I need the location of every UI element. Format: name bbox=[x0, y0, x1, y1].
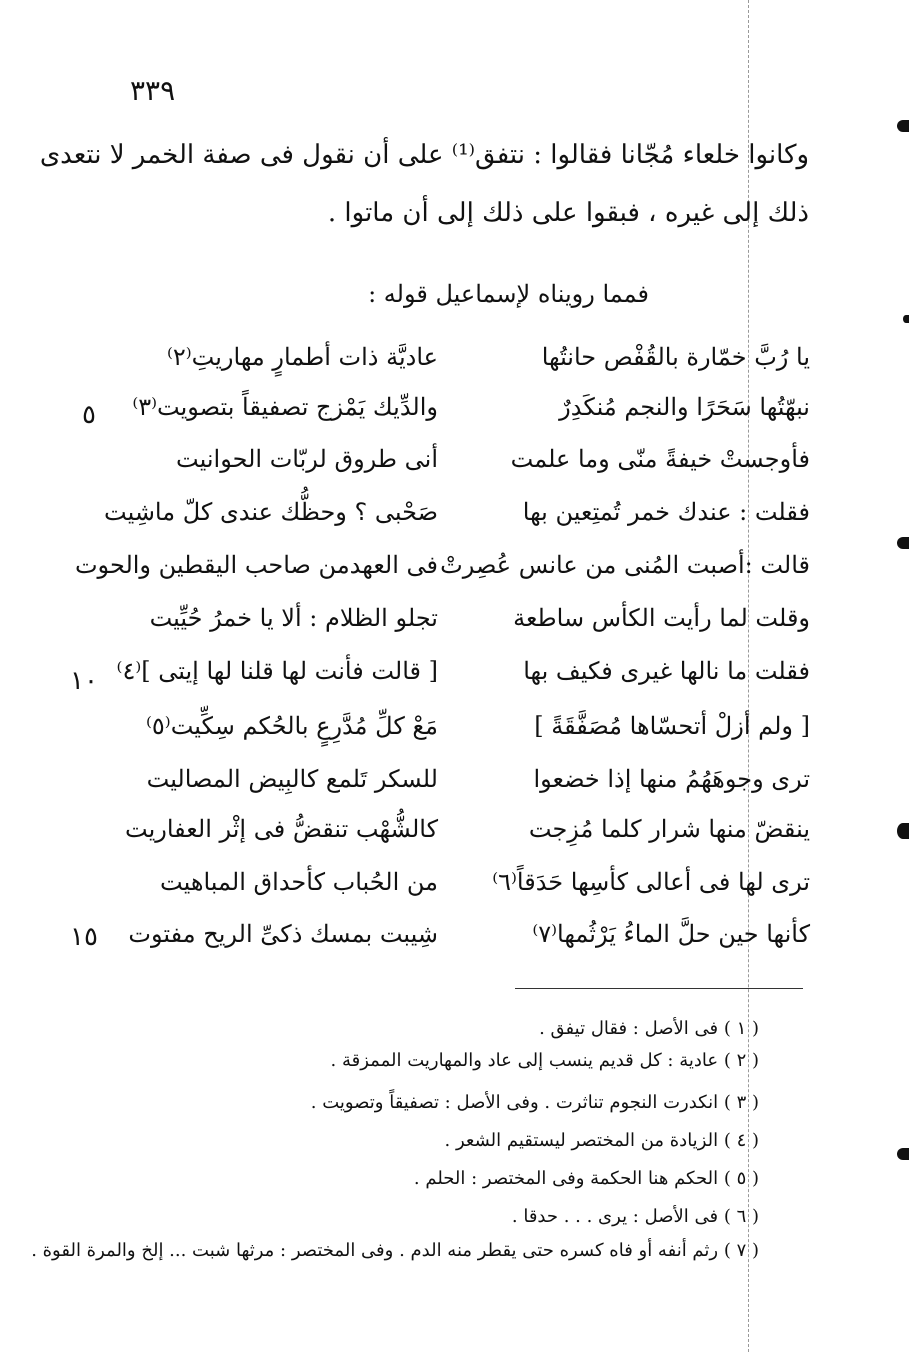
verse-first-hemistich: فقلت : عندك خمر تُمتِعين بها bbox=[522, 498, 810, 526]
verse-second-hemistich: والدِّيك يَمْزج تصفيقاً بتصويت⁽٣⁾ bbox=[132, 393, 438, 421]
footnote: ( ٦ ) فى الأصل : يرى . . . حدقا . bbox=[511, 1206, 759, 1227]
verse-line bbox=[120, 343, 810, 399]
verse-second-hemistich: شِيبت بمسك ذكىِّ الريح مفتوت bbox=[128, 920, 438, 948]
verse-second-hemistich: عاديَّة ذات أطمارٍ مهاريتِ⁽٢⁾ bbox=[166, 343, 438, 371]
verse-second-hemistich: فى العهدمن صاحب اليقطين والحوت bbox=[74, 551, 438, 579]
line-number: ٥ bbox=[82, 400, 96, 430]
prose-line: ذلك إلى غيره ، فبقوا على ذلك إلى أن ماتوا . bbox=[327, 198, 809, 228]
footnote: ( ٤ ) الزيادة من المختصر ليستقيم الشعر . bbox=[444, 1130, 759, 1151]
verse-line bbox=[120, 393, 810, 449]
scan-mark bbox=[897, 120, 909, 132]
verse-second-hemistich: مَعْ كلِّ مُدَّرِعٍ بالحُكم سِكِّيت⁽٥⁾ bbox=[146, 712, 438, 740]
verse-line bbox=[120, 815, 810, 871]
verse-line bbox=[120, 765, 810, 821]
verse-second-hemistich: تجلو الظلام : ألا يا خمرُ حُيِّيت bbox=[149, 604, 438, 632]
verse-line bbox=[74, 551, 810, 607]
verse-line bbox=[120, 920, 810, 976]
footnote: ( ٧ ) رثم أنفه أو فاه كسره حتى يقطر منه الدم . وفى المختصر : مرثها شبت ... إلخ والمرة القوة . bbox=[31, 1240, 759, 1261]
footnote: ( ١ ) فى الأصل : فقال تيفق . bbox=[539, 1018, 759, 1039]
verse-first-hemistich: وقلت لما رأيت الكأس ساطعة bbox=[513, 604, 810, 632]
verse-line bbox=[116, 657, 810, 713]
footnote-separator bbox=[515, 988, 803, 989]
verse-second-hemistich: أنى طروق لربّات الحوانيت bbox=[176, 445, 438, 473]
page-number: ٣٣٩ bbox=[130, 74, 176, 107]
verse-second-hemistich: من الحُباب كأحداق المباهيت bbox=[160, 868, 438, 896]
scan-mark bbox=[897, 823, 909, 839]
scan-mark bbox=[897, 537, 909, 549]
verse-first-hemistich: فأوجستْ خيفةً منّى وما علمت bbox=[510, 445, 810, 473]
verse-first-hemistich: قالت :أصبت المُنى من عانس عُصِرتْ bbox=[440, 551, 810, 579]
verse-second-hemistich: صَحْبى ؟ وحظُّك عندى كلّ ماشِيت bbox=[104, 498, 438, 526]
prose-line: وكانوا خلعاء مُجّانا فقالوا : نتفق⁽¹⁾ على أن نقول فى صفة الخمر لا نتعدى bbox=[39, 140, 809, 170]
footnote: ( ٣ ) انكدرت النجوم تناثرت . وفى الأصل : تصفيقاً وتصويت . bbox=[310, 1092, 759, 1113]
verse-first-hemistich: نبهّتُها سَحَرًا والنجم مُنكَدِرٌ bbox=[559, 393, 810, 421]
footnote: ( ٥ ) الحكم هنا الحكمة وفى المختصر : الحلم . bbox=[413, 1168, 759, 1189]
verse-first-hemistich: كأنها حين حلَّ الماءُ يَرْثُمها⁽٧⁾ bbox=[532, 920, 810, 948]
verse-first-hemistich: ترى وجوهَهُمُ منها إذا خضعوا bbox=[533, 765, 810, 793]
verse-first-hemistich: [ ولم أزلْ أتحسّاها مُصَفَّقَةً ] bbox=[534, 712, 810, 740]
scan-mark bbox=[897, 1148, 909, 1160]
verse-second-hemistich: [ قالت فأنت لها قلنا لها إيتى ]⁽٤⁾ bbox=[116, 657, 438, 685]
verse-line bbox=[120, 712, 810, 768]
verse-introduction: فمما رويناه لإسماعيل قوله : bbox=[368, 280, 649, 308]
verse-line bbox=[120, 445, 810, 501]
scan-mark bbox=[903, 315, 909, 323]
verse-first-hemistich: يا رُبَّ خمّارة بالقُفْص حانتُها bbox=[541, 343, 810, 371]
line-number: ١٠ bbox=[70, 666, 98, 696]
verse-line bbox=[104, 498, 810, 554]
verse-second-hemistich: للسكر تَلمع كالبِيض المصاليت bbox=[146, 765, 438, 793]
verse-line bbox=[120, 604, 810, 660]
verse-first-hemistich: فقلت ما نالها غيرى فكيف بها bbox=[523, 657, 810, 685]
verse-first-hemistich: ترى لها فى أعالى كأسِها حَدَقاً⁽٦⁾ bbox=[492, 868, 810, 896]
verse-line bbox=[120, 868, 810, 924]
line-number: ١٥ bbox=[70, 922, 98, 952]
verse-second-hemistich: كالشُّهْب تنقضُّ فى إثْر العفاريت bbox=[125, 815, 438, 843]
footnote: ( ٢ ) عادية : كل قديم ينسب إلى عاد والمهاريت الممزقة . bbox=[330, 1050, 759, 1071]
verse-first-hemistich: ينقضّ منها شرار كلما مُزِجت bbox=[528, 815, 810, 843]
